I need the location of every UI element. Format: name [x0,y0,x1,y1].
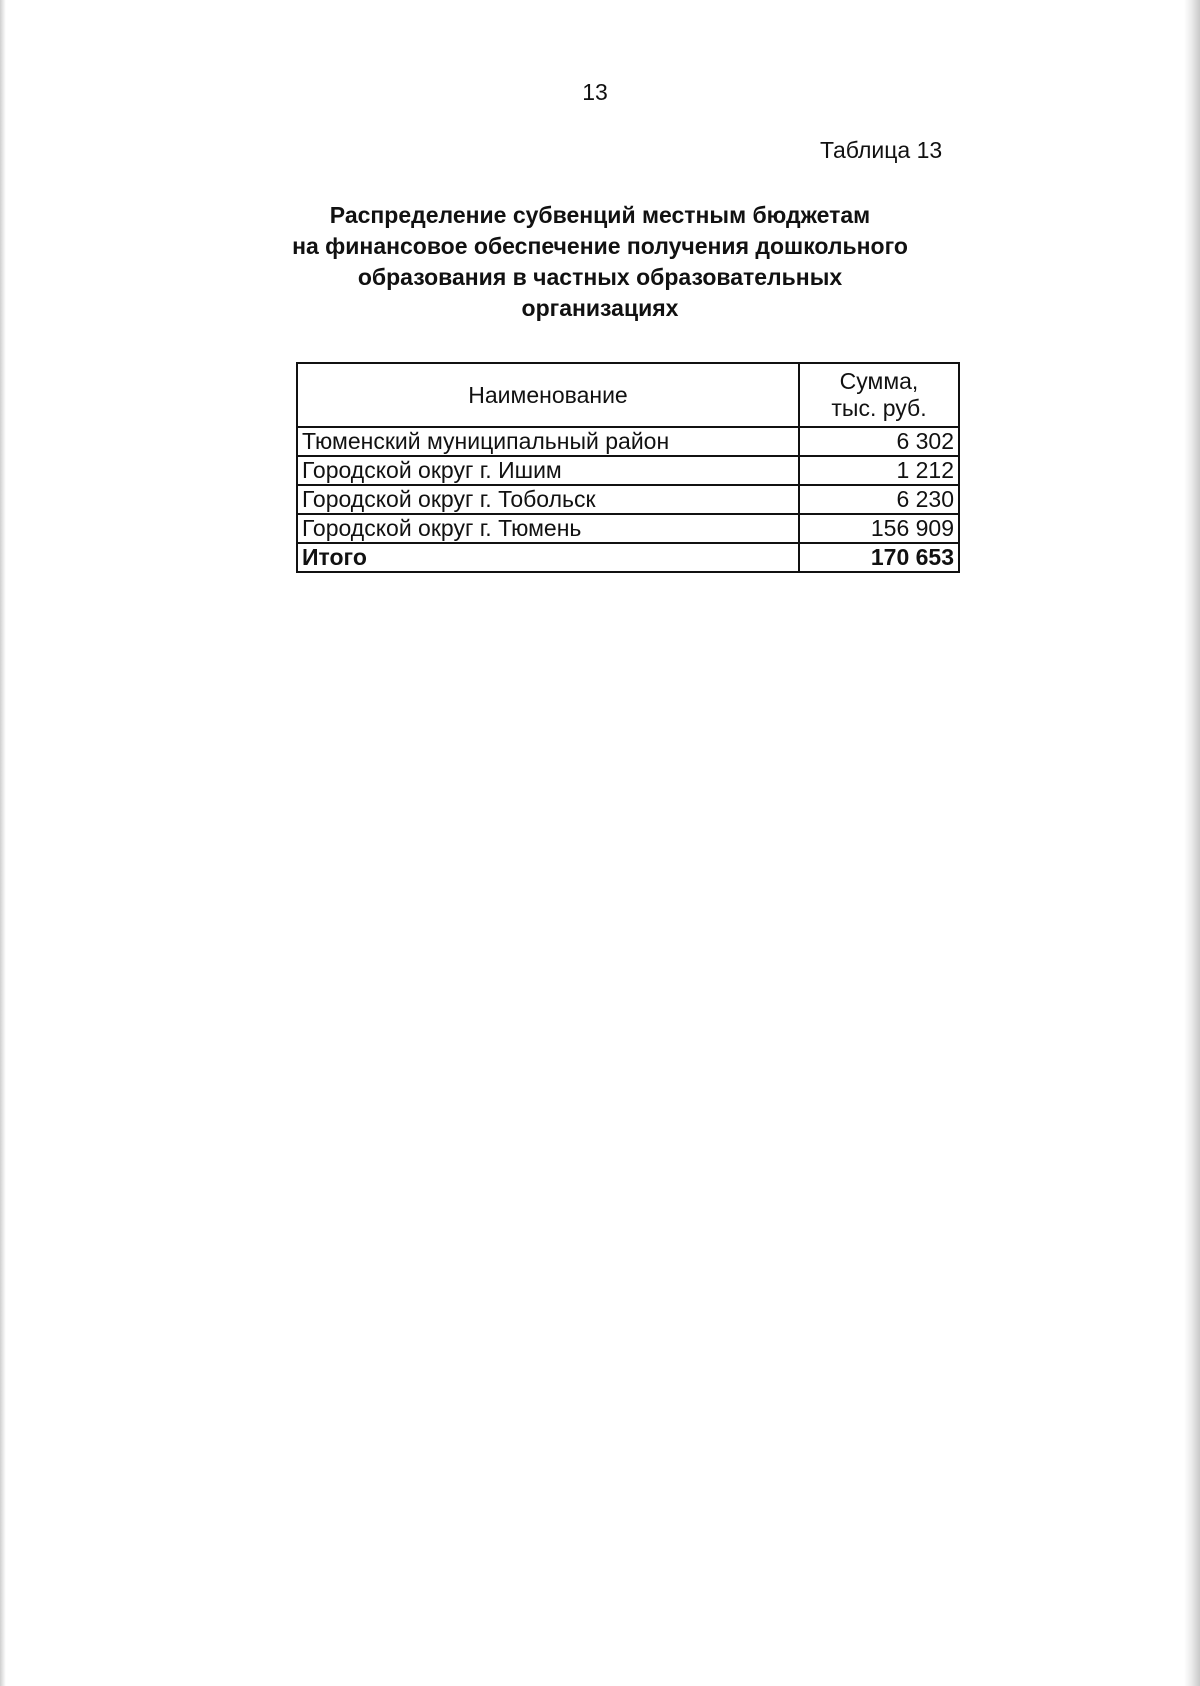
row-name: Городской округ г. Тобольск [297,485,799,514]
header-sum-line1: Сумма, [839,368,919,394]
title-line: на финансовое обеспечение получения дошкольного [292,233,908,259]
table-row [297,485,959,514]
table-header-row [297,363,959,427]
row-name: Тюменский муниципальный район [297,427,799,456]
total-sum: 170 653 [799,543,959,572]
row-name: Городской округ г. Тюмень [297,514,799,543]
scan-edge-right [1184,0,1200,1686]
scan-edge-left [0,0,6,1686]
table-label: Таблица 13 [820,137,943,163]
title-line: Распределение субвенций местным бюджетам [329,202,871,228]
table-row [297,456,959,485]
page-number: 13 [582,79,608,105]
title-line: организациях [521,295,679,321]
total-name: Итого [297,543,799,572]
title-line: образования в частных образовательных [357,264,843,290]
table-total-row [297,543,959,572]
header-sum [799,363,959,427]
subventions-table [296,362,960,573]
row-sum: 1 212 [799,456,959,485]
header-name: Наименование [297,363,799,427]
row-name: Городской округ г. Ишим [297,456,799,485]
row-sum: 6 302 [799,427,959,456]
header-sum-line2: тыс. руб. [831,395,927,421]
document-title [250,200,950,324]
row-sum: 6 230 [799,485,959,514]
table-row [297,514,959,543]
row-sum: 156 909 [799,514,959,543]
table-row [297,427,959,456]
